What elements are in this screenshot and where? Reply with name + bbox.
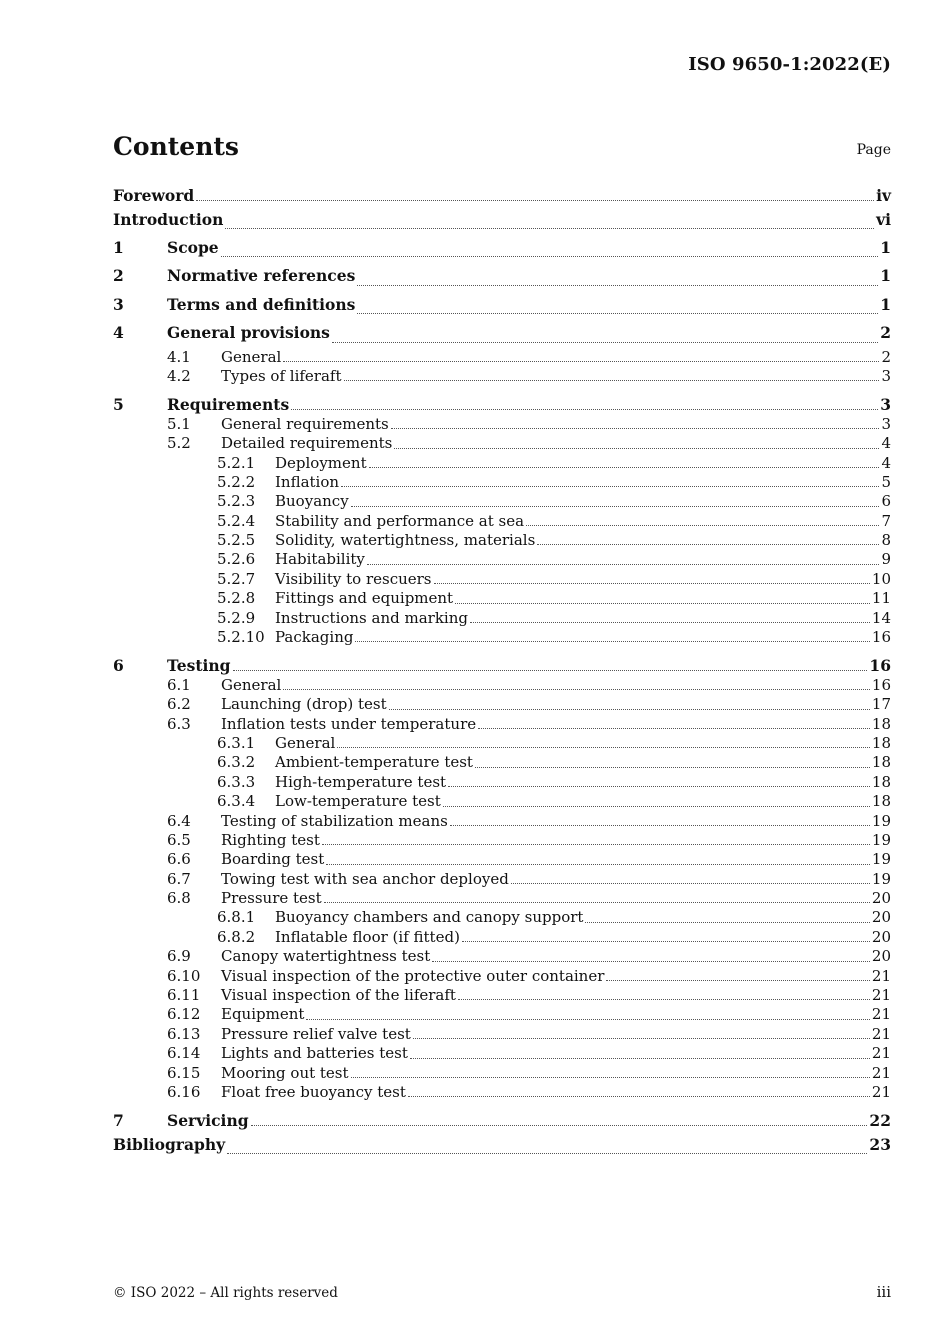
toc-entry-number: 6.16 [167, 1083, 201, 1101]
toc-entry-number: 4 [113, 323, 124, 343]
toc-entry[interactable] [113, 262, 891, 290]
toc-entry-number: 2 [113, 266, 124, 286]
toc-entry[interactable] [113, 628, 891, 647]
toc-entry-page: vi [876, 209, 891, 229]
toc-entry-number: 6.11 [167, 986, 201, 1005]
toc-entry-page: 3 [881, 414, 891, 433]
toc-entry[interactable] [113, 492, 891, 511]
toc-entry-page: 1 [880, 294, 891, 314]
toc-entry-label: Low-temperature test [275, 792, 441, 811]
toc-entry-page: 16 [869, 656, 891, 676]
toc-entry-number: 6.3.4 [217, 792, 256, 811]
toc-entry[interactable] [113, 1083, 891, 1102]
toc-entry-label: Foreword [113, 186, 195, 205]
toc-entry-number: 5.2.10 [217, 628, 265, 647]
toc-entry-page: 20 [871, 908, 891, 927]
toc-entry-label: Mooring out test [221, 1063, 349, 1082]
toc-entry-label: Visibility to rescuers [275, 569, 432, 588]
toc-entry-label: Buoyancy [275, 492, 349, 511]
dot-leader [233, 669, 868, 671]
toc-entry-label: Lights and batteries test [221, 1044, 408, 1063]
toc-entry-number: 6.4 [167, 811, 191, 830]
toc-entry-label: Requirements [167, 395, 290, 415]
toc-entry-page: 5 [881, 472, 891, 491]
toc-entry[interactable] [113, 928, 891, 947]
dot-leader [283, 688, 870, 690]
toc-entry-number: 5.1 [167, 414, 191, 433]
toc-entry-page: 1 [880, 266, 891, 286]
toc-entry[interactable] [113, 656, 891, 675]
dot-leader [443, 805, 870, 807]
toc-entry-label: Inflation tests under temperature [221, 714, 477, 733]
toc-entry-number: 6.2 [167, 695, 191, 714]
dot-leader [585, 921, 869, 923]
toc-entry-page: 4 [881, 453, 891, 472]
toc-entry-page: 20 [871, 947, 891, 966]
toc-entry-number: 6.6 [167, 850, 191, 869]
dot-leader [458, 998, 870, 1000]
toc-entry-page: 10 [871, 569, 891, 588]
toc-entry[interactable] [113, 531, 891, 550]
toc-entry-page: 23 [869, 1134, 891, 1154]
toc-entry-label: Introduction [113, 209, 224, 229]
dot-leader [448, 785, 870, 787]
toc-entry-page: 19 [871, 830, 891, 849]
toc-entry[interactable] [113, 676, 891, 695]
toc-entry-page: 2 [880, 323, 891, 343]
toc-entry-label: Stability and performance at sea [275, 511, 525, 530]
toc-entry[interactable] [113, 367, 891, 386]
toc-entry-number: 5.2.7 [217, 569, 256, 588]
dot-leader [341, 485, 879, 487]
toc-entry-number: 6.13 [167, 1024, 201, 1043]
dot-leader [227, 1152, 867, 1154]
toc-entry-page: 2 [881, 347, 891, 366]
toc-entry-number: 5.2.2 [217, 472, 256, 491]
toc-entry-page: 20 [871, 889, 891, 908]
toc-entry-page: 8 [881, 531, 891, 550]
toc-entry-page: 19 [871, 811, 891, 830]
toc-entry[interactable] [113, 773, 891, 792]
toc-entry-page: 14 [871, 608, 891, 627]
dot-leader [332, 341, 878, 343]
toc-entry[interactable] [113, 1131, 891, 1159]
page-title: Contents [113, 132, 240, 161]
toc-entry-page: 21 [871, 966, 891, 985]
toc-entry-label: General [221, 675, 282, 694]
toc-entry[interactable] [113, 831, 891, 850]
toc-entry-number: 6.14 [167, 1044, 201, 1063]
page-number: iii [876, 1283, 891, 1301]
toc-entry-label: Buoyancy chambers and canopy support [275, 908, 584, 927]
toc-entry-label: Inflation [275, 472, 340, 491]
toc-entry-number: 5.2.9 [217, 608, 256, 627]
toc-entry-number: 6.3.2 [217, 753, 256, 772]
toc-entry-number: 6.8.1 [217, 908, 256, 927]
toc-entry-page: 21 [871, 1063, 891, 1082]
toc-entry-page: 20 [871, 927, 891, 946]
toc-entry-page: 7 [881, 511, 891, 530]
toc-entry-number: 6.8.2 [217, 927, 256, 946]
toc-entry-number: 4.2 [167, 366, 191, 385]
toc-entry-number: 6.1 [167, 675, 191, 694]
dot-leader [389, 708, 870, 710]
toc-entry[interactable] [113, 512, 891, 531]
toc-entry-label: Servicing [167, 1111, 249, 1131]
toc-entry-number: 6.8 [167, 889, 191, 908]
toc-entry-label: General provisions [167, 323, 330, 343]
toc-entry[interactable] [113, 348, 891, 367]
toc-entry-label: Righting test [221, 830, 320, 849]
dot-leader [478, 727, 870, 729]
document-id: ISO 9650-1:2022(E) [688, 54, 891, 75]
dot-leader [511, 882, 870, 884]
toc-entry-label: Instructions and marking [275, 608, 468, 627]
toc-entry-number: 5.2.1 [217, 453, 256, 472]
toc-entry-label: Pressure test [221, 889, 322, 908]
dot-leader [322, 843, 870, 845]
dot-leader [410, 1057, 870, 1059]
toc-entry-number: 5.2.3 [217, 492, 256, 511]
toc-entry-page: 21 [871, 986, 891, 1005]
toc-entry-label: Detailed requirements [221, 434, 393, 453]
toc-entry[interactable] [113, 434, 891, 453]
toc-entry[interactable] [113, 186, 891, 206]
dot-leader [408, 1095, 870, 1097]
toc-entry-number: 5.2 [167, 434, 191, 453]
toc-entry[interactable] [113, 812, 891, 831]
dot-leader [413, 1037, 870, 1039]
toc-entry[interactable] [113, 850, 891, 869]
dot-leader [344, 379, 880, 381]
toc-entry-label: Float free buoyancy test [221, 1083, 406, 1101]
page-column-label: Page [856, 142, 891, 158]
toc-entry[interactable] [113, 715, 891, 734]
toc-entry[interactable] [113, 395, 891, 414]
toc-entry-page: 19 [871, 850, 891, 869]
copyright-notice: © ISO 2022 – All rights reserved [113, 1285, 338, 1301]
toc-entry-page: 11 [871, 589, 891, 608]
toc-entry-number: 3 [113, 294, 124, 314]
toc-entry-label: Boarding test [221, 850, 325, 869]
toc-entry-number: 6.15 [167, 1063, 201, 1082]
toc-entry-page: 3 [881, 366, 891, 385]
toc-entry-label: Inflatable floor (if fitted) [275, 927, 460, 946]
dot-leader [462, 940, 870, 942]
toc-entry-label: Solidity, watertightness, materials [275, 531, 536, 550]
toc-entry-label: Deployment [275, 453, 367, 472]
dot-leader [326, 863, 870, 865]
dot-leader [283, 360, 879, 362]
toc-entry[interactable] [113, 234, 891, 262]
toc-entry-page: 16 [871, 675, 891, 694]
dot-leader [455, 602, 870, 604]
toc-entry[interactable] [113, 1064, 891, 1083]
toc-entry[interactable] [113, 473, 891, 492]
dot-leader [251, 1124, 868, 1126]
dot-leader [526, 524, 879, 526]
toc-entry[interactable] [113, 1005, 891, 1024]
toc-entry-label: High-temperature test [275, 772, 447, 791]
toc-entry-number: 5.2.6 [217, 550, 256, 569]
toc-entry-label: Equipment [221, 1005, 305, 1024]
toc-entry-label: Habitability [275, 550, 365, 569]
toc-entry-number: 5.2.4 [217, 511, 256, 530]
toc-entry-label: Types of liferaft [221, 366, 342, 385]
toc-entry-number: 6.10 [167, 966, 201, 985]
toc-entry-page: 6 [881, 492, 891, 511]
dot-leader [475, 766, 870, 768]
toc-entry-number: 5 [113, 395, 124, 415]
toc-entry-label: Testing [167, 656, 231, 676]
toc-entry-number: 6.12 [167, 1005, 201, 1024]
toc-entry[interactable] [113, 1025, 891, 1044]
toc-entry[interactable] [113, 986, 891, 1005]
dot-leader [291, 408, 878, 410]
dot-leader [225, 227, 874, 229]
toc-entry-label: Testing of stabilization means [221, 811, 448, 830]
toc-entry-page: 21 [871, 1044, 891, 1063]
toc-entry-number: 6.5 [167, 830, 191, 849]
toc-entry-page: 16 [871, 628, 891, 647]
toc-entry-page: 18 [871, 792, 891, 811]
toc-entry-page: 22 [869, 1111, 891, 1131]
toc-entry-number: 6.3.3 [217, 772, 256, 791]
toc-entry-label: Pressure relief valve test [221, 1024, 411, 1043]
dot-leader [337, 746, 870, 748]
toc-entry[interactable] [113, 206, 891, 234]
dot-leader [394, 447, 879, 449]
toc-entry-page: 18 [871, 733, 891, 752]
toc-entry[interactable] [113, 908, 891, 927]
dot-leader [450, 824, 870, 826]
toc-entry-label: General requirements [221, 414, 389, 433]
toc-entry-label: Bibliography [113, 1134, 226, 1154]
toc-entry[interactable] [113, 792, 891, 811]
toc-entry[interactable] [113, 753, 891, 772]
toc-entry-label: Packaging [275, 628, 354, 647]
dot-leader [537, 543, 879, 545]
dot-leader [196, 199, 874, 201]
toc-entry[interactable] [113, 947, 891, 966]
toc-entry-number: 6 [113, 656, 124, 676]
toc-entry-page: iv [876, 186, 891, 205]
toc-entry[interactable] [113, 609, 891, 628]
toc-entry-label: Canopy watertightness test [221, 947, 431, 966]
dot-leader [306, 1018, 870, 1020]
toc-entry-number: 5.2.5 [217, 531, 256, 550]
dot-leader [432, 960, 870, 962]
toc-entry-page: 21 [871, 1024, 891, 1043]
toc-entry-number: 6.9 [167, 947, 191, 966]
toc-entry[interactable] [113, 889, 891, 908]
toc-entry-number: 6.3 [167, 714, 191, 733]
toc-entry-number: 4.1 [167, 347, 191, 366]
toc-entry-page: 1 [880, 237, 891, 257]
toc-entry-page: 18 [871, 753, 891, 772]
toc-entry[interactable] [113, 695, 891, 714]
dot-leader [357, 284, 878, 286]
toc-entry[interactable] [113, 734, 891, 753]
toc-entry-number: 7 [113, 1111, 124, 1131]
toc-entry-number: 6.3.1 [217, 733, 256, 752]
dot-leader [434, 582, 870, 584]
dot-leader [606, 979, 870, 981]
dot-leader [369, 466, 880, 468]
toc-entry-label: General [275, 733, 336, 752]
toc-entry[interactable] [113, 319, 891, 347]
dot-leader [221, 255, 879, 257]
toc-entry-label: Visual inspection of the liferaft [221, 986, 456, 1005]
toc-entry-number: 1 [113, 237, 124, 257]
dot-leader [351, 505, 880, 507]
toc-entry-page: 21 [871, 1083, 891, 1101]
toc-entry-number: 5.2.8 [217, 589, 256, 608]
toc-entry[interactable] [113, 570, 891, 589]
dot-leader [367, 563, 880, 565]
toc-entry-page: 18 [871, 714, 891, 733]
toc-entry-label: Scope [167, 237, 219, 257]
toc-entry-page: 19 [871, 869, 891, 888]
dot-leader [391, 427, 880, 429]
dot-leader [324, 901, 870, 903]
toc-entry-number: 6.7 [167, 869, 191, 888]
toc-entry[interactable] [113, 870, 891, 889]
toc-entry[interactable] [113, 589, 891, 608]
toc-entry-label: Normative references [167, 266, 356, 286]
toc-entry[interactable] [113, 550, 891, 569]
toc-entry[interactable] [113, 1111, 891, 1130]
toc-entry-label: Terms and definitions [167, 294, 356, 314]
toc-entry-label: Fittings and equipment [275, 589, 454, 608]
dot-leader [351, 1076, 870, 1078]
toc-entry-page: 18 [871, 772, 891, 791]
toc-entry-label: General [221, 347, 282, 366]
toc-entry-page: 3 [880, 395, 891, 415]
toc-entry-label: Towing test with sea anchor deployed [221, 869, 509, 888]
toc-entry[interactable] [113, 415, 891, 434]
dot-leader [357, 312, 878, 314]
toc-entry[interactable] [113, 291, 891, 319]
toc-entry-label: Visual inspection of the protective outer container [221, 966, 605, 985]
toc-entry-page: 4 [881, 434, 891, 453]
toc-entry-label: Launching (drop) test [221, 695, 387, 714]
table-of-contents [113, 186, 891, 1159]
toc-entry-label: Ambient-temperature test [275, 753, 473, 772]
toc-entry[interactable] [113, 454, 891, 473]
dot-leader [470, 621, 870, 623]
toc-entry[interactable] [113, 1044, 891, 1063]
toc-entry-page: 21 [871, 1005, 891, 1024]
toc-entry-page: 17 [871, 695, 891, 714]
toc-entry-page: 9 [881, 550, 891, 569]
toc-entry[interactable] [113, 967, 891, 986]
dot-leader [355, 640, 869, 642]
